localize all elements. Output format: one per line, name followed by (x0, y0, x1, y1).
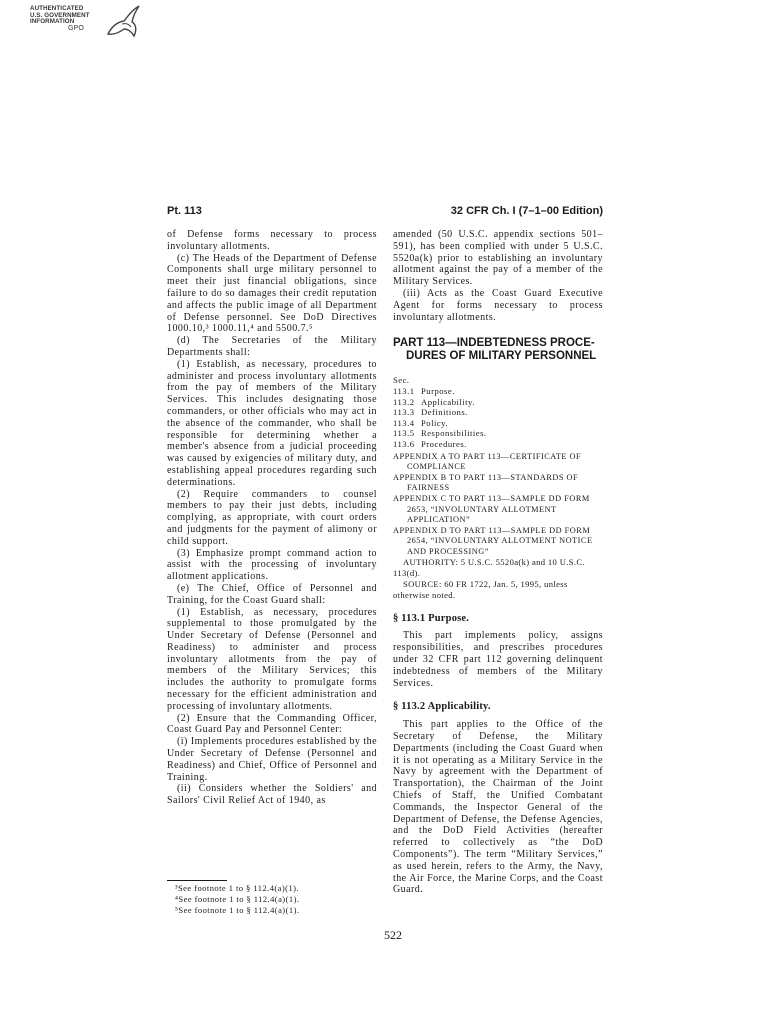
footnotes (167, 880, 377, 915)
footnote: ⁴See footnote 1 to § 112.4(a)(1). (175, 893, 300, 904)
paragraph: (1) Establish, as necessary, procedures to administer and process involuntary allotments from the pay of members of the Military Services. This includes designating those commanders, or other officials who may act in the absence of the commander, who shall be responsible for determining whether a member's absence from a judicial proceeding was caused by exigencies of military duty, and establishing appeal procedures regarding such determinations. (167, 358, 377, 488)
part-heading (393, 337, 603, 363)
appendix-entry: APPENDIX B TO PART 113—STANDARDS OF FAIRNESS (393, 472, 579, 493)
paragraph: of Defense forms necessary to process involuntary allotments. (167, 229, 377, 252)
appendix-entry: APPENDIX D TO PART 113—SAMPLE DD FORM 2654, “INVOLUNTARY ALLOTMENT NOTICE AND PROCESSING” (393, 525, 593, 556)
toc-entry (393, 386, 603, 397)
footnote-rule (167, 880, 227, 881)
paragraph: (iii) Acts as the Coast Guard Executive Agent for forms necessary to process involuntary allotments. (393, 287, 603, 323)
sec-label: Sec. (393, 375, 410, 386)
paragraph: (i) Implements procedures established by the Under Secretary of Defense (Personnel and Readiness) and Chief, Office of Personnel and Training. (167, 736, 377, 783)
left-column (167, 229, 377, 807)
paragraph: (e) The Chief, Office of Personnel and Training, for the Coast Guard shall: (167, 582, 377, 606)
paragraph: (ii) Considers whether the Soldiers' and Sailors' Civil Relief Act of 1940, as (167, 783, 377, 807)
paragraph: (d) The Secretaries of the Military Departments shall: (167, 335, 377, 358)
page-number: 522 (384, 928, 402, 942)
appendix-entry: APPENDIX A TO PART 113—CERTIFICATE OF COMPLIANCE (393, 451, 582, 472)
running-head (167, 205, 603, 219)
cfr-edition-label: 32 CFR Ch. I (7–1–00 Edition) (450, 205, 603, 217)
section-heading-purpose: § 113.1 Purpose. (393, 612, 470, 624)
toc-number: 113.6 (393, 438, 415, 449)
toc-number: 113.5 (393, 428, 415, 439)
paragraph: (2) Require commanders to counsel members to pay their just debts, including complying, as appropriate, with court orders and judgments for the payment of alimony or child support. (167, 488, 377, 547)
gpo-logo-text (30, 6, 90, 32)
paragraph: (c) The Heads of the Department of Defense Components shall urge military personnel to meet their just financial obligations, since failure to do so damages their credit reputation and affects the public image of all Department of Defense personnel. See DoD Directives 1000.10,³ 1000.11,⁴ and 5500.7.⁵ (167, 252, 377, 335)
toc-number: 113.3 (393, 407, 415, 418)
logo-line: INFORMATION (30, 18, 75, 26)
toc-title: Purpose. (421, 385, 455, 396)
toc-number: 113.1 (393, 385, 415, 396)
toc-entry (393, 418, 603, 429)
gpo-authentication-logo (30, 4, 142, 44)
logo-line: U.S. GOVERNMENT (30, 11, 90, 19)
paragraph: This part implements policy, assigns responsibilities, and prescribes procedures under 32 CFR part 112 governing delinquent indebtedness of members of the Military Services. (393, 630, 603, 689)
part-heading-line: DURES OF MILITARY PERSONNEL (406, 350, 597, 363)
paragraph: This part applies to the Office of the Secretary of Defense, the Military Departments (including the Coast Guard when it is not operating as a Military Service in the Navy by agreement with the Department of Transportation), the Chairman of the Joint Chiefs of Staff, the Unified Combatant Commands, the Inspector General of the Department of Defense, the Defense Agencies, and the DoD Field Activities (hereafter referred to collectively as “the DoD Components”). The term “Military Services,” as used herein, refers to the Army, the Navy, the Air Force, the Marine Corps, and the Coast Guard. (393, 719, 603, 896)
toc-number: 113.2 (393, 396, 415, 407)
eagle-icon (102, 4, 142, 40)
toc-title: Responsibilities. (421, 428, 487, 439)
toc-number: 113.4 (393, 417, 415, 428)
toc-title: Applicability. (421, 396, 475, 407)
table-of-contents (393, 375, 603, 449)
section-heading-applicability: § 113.2 Applicability. (393, 701, 491, 713)
source-note: SOURCE: 60 FR 1722, Jan. 5, 1995, unless otherwise noted. (393, 579, 568, 600)
toc-entry (393, 407, 603, 418)
toc-entry (393, 439, 603, 450)
toc-title: Definitions. (421, 407, 468, 418)
paragraph: (3) Emphasize prompt command action to assist with the processing of involuntary allotment applications. (167, 547, 377, 583)
toc-title: Procedures. (421, 438, 467, 449)
logo-gpo: GPO (68, 24, 84, 32)
toc-entry (393, 428, 603, 439)
appendix-entry: APPENDIX C TO PART 113—SAMPLE DD FORM 2653, “INVOLUNTARY ALLOTMENT APPLICATION” (393, 493, 590, 525)
paragraph: (1) Establish, as necessary, procedures supplemental to those promulgated by the Under Secretary of Defense (Personnel and Readiness) to administer and process involuntary allotments from the pay of members of the Military Services; this includes the authority to promulgate forms necessary for the efficient administration and processing of involuntary allotments. (167, 606, 377, 712)
right-column (393, 229, 603, 896)
paragraph: (2) Ensure that the Commanding Officer, Coast Guard Pay and Personnel Center: (167, 712, 377, 736)
part-heading-line: PART 113—INDEBTEDNESS PROCE- (393, 337, 595, 350)
logo-line: AUTHENTICATED (30, 5, 84, 12)
paragraph: amended (50 U.S.C. appendix sections 501–591), has been complied with under 5 U.S.C. 5520a(k) prior to establishing an involuntary allotment against the pay of a member of the Military Services. (393, 229, 603, 288)
authority-note: AUTHORITY: 5 U.S.C. 5520a(k) and 10 U.S.C. 113(d). (393, 557, 585, 579)
footnote: ⁵See footnote 1 to § 112.4(a)(1). (175, 904, 300, 915)
footnote: ³See footnote 1 to § 112.4(a)(1). (175, 883, 300, 893)
toc-entry (393, 397, 603, 408)
toc-title: Policy. (421, 417, 449, 428)
part-label: Pt. 113 (167, 205, 202, 217)
